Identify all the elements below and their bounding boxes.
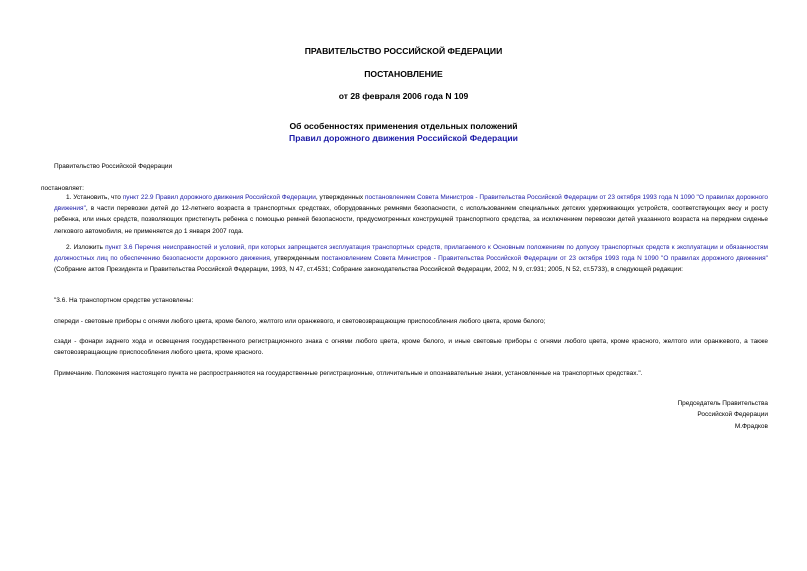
- resolution-1090-link-2[interactable]: постановлением Совета Министров - Правительства Российской Федерации от 23 октября 1993 года N 1090 "О правилах дорожного движения": [321, 255, 768, 263]
- signature-position: Председатель Правительства: [677, 400, 768, 407]
- document-title-line1: Об особенностях применения отдельных положений: [289, 121, 518, 131]
- paragraph-2-text-b: , утвержденным: [269, 255, 322, 263]
- quote-rear-lights: сзади - фонари заднего хода и освещения государственного регистрационного знака с огнями любого цвета, кроме белого, и иные световые приборы с огнями любого цвета, кроме красного, желтого или оранжевого, а также световозвращающие приспособления любого цвета, кроме красного.: [54, 338, 768, 357]
- signature-block: [677, 398, 768, 432]
- document-type-heading: ПОСТАНОВЛЕНИЕ: [364, 69, 443, 79]
- resolution-1090-link[interactable]: постановлением Совета Министров - Правительства Российской Федерации от 23 октября 1993 года N 1090 "О правилах дорожного движения": [54, 194, 768, 213]
- quote-note: Примечание. Положения настоящего пункта не распространяются на государственные регистрационные, отличительные и опознавательные знаки, установленные на транспортных средствах.".: [54, 370, 643, 377]
- paragraph-1: [54, 192, 768, 237]
- paragraph-1-text-c: , в части перевозки детей до 12-летнего возраста в транспортных средствах, оборудованных ремнями безопасности, с использованием специальных детских удерживающих устройств, соответствующих весу и росту ребенка, или иных средств, позволяющих пристегнуть ребенка с помощью ремней безопасности, предусмотренных конструкцией транспортного средства, за исключением перевозки детей указанного возраста на переднем сиденье легкового автомобиля, не применяется до 1 января 2007 года.: [54, 205, 768, 235]
- rules-22-9-link[interactable]: пункт 22.9 Правил дорожного движения Российской Федерации: [122, 194, 316, 201]
- document-date-number: от 28 февраля 2006 года N 109: [338, 91, 469, 101]
- signature-organization: Российской Федерации: [697, 411, 768, 419]
- paragraph-2-text-c: (Собрание актов Президента и Правительства Российской Федерации, 1993, N 47, ст.4531; Собрание законодательства Российской Федерации, 2002, N 9, ст.931; 2005, N 52, ст.5733), в следующей редакции:: [54, 266, 683, 274]
- quote-front-lights: спереди - световые приборы с огнями любого цвета, кроме белого, желтого или оранжевого, и световозвращающие приспособления любого цвета, кроме белого;: [54, 318, 546, 325]
- decides-text: постановляет:: [41, 185, 84, 192]
- government-heading: ПРАВИТЕЛЬСТВО РОССИЙСКОЙ ФЕДЕРАЦИИ: [304, 46, 503, 56]
- item-3-6-link[interactable]: пункт 3.6 Перечня неисправностей и условий, при которых запрещается эксплуатация транспортных средств, прилагаемого к Основным положениям по допуску транспортных средств к эксплуатации и обязанностям должностных лиц по обеспечению безопасности дорожного движения: [54, 244, 768, 263]
- document-title-line2-link[interactable]: Правил дорожного движения Российской Федерации: [289, 133, 518, 143]
- quote-item-3-6: "3.6. На транспортном средстве установлены:: [54, 297, 194, 304]
- issuer-text: Правительство Российской Федерации: [54, 163, 173, 170]
- paragraph-2-text-a: 2. Изложить: [66, 244, 106, 251]
- paragraph-1-text-a: 1. Установить, что: [66, 194, 123, 201]
- paragraph-2: [54, 242, 768, 276]
- signature-name: М.Фрадков: [734, 422, 768, 430]
- paragraph-1-text-b: , утвержденных: [315, 194, 366, 201]
